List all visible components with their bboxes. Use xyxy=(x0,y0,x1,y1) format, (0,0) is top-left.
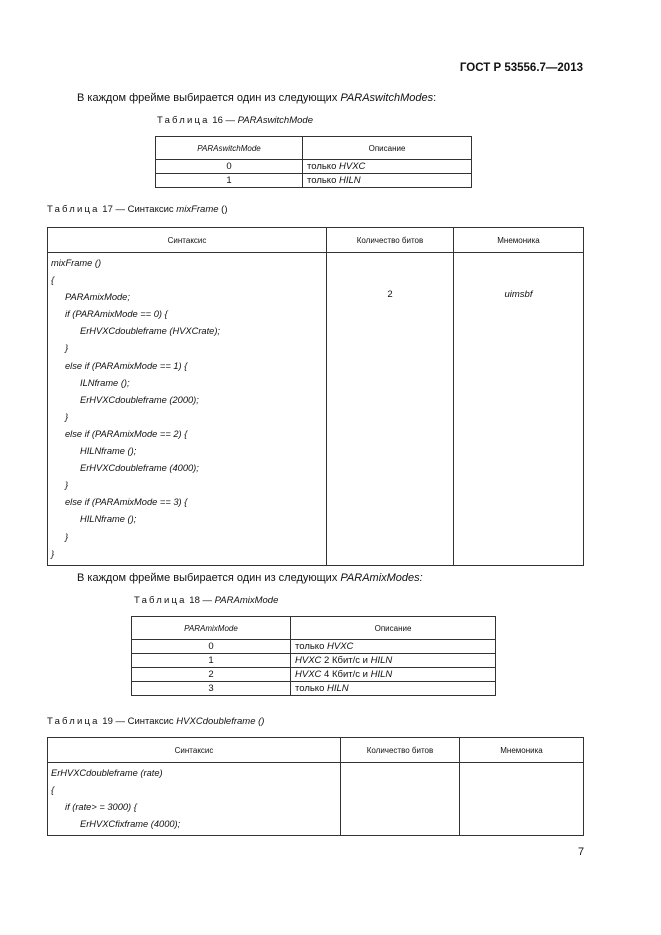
code-line: PARAmixMode; xyxy=(65,292,130,303)
table-row xyxy=(132,682,496,696)
code-line: HILNframe (); xyxy=(80,514,137,525)
code-line: mixFrame () xyxy=(51,258,102,268)
code-line: else if (PARAmixMode == 2) { xyxy=(65,428,188,439)
table-row xyxy=(132,640,496,654)
table17-header-bits: Количество битов xyxy=(327,228,454,253)
code-line: ErHVXCdoubleframe (4000); xyxy=(80,463,199,474)
table16 xyxy=(155,136,472,188)
table-row xyxy=(156,174,472,188)
table-row xyxy=(156,160,472,174)
mnemonic-empty xyxy=(460,763,584,836)
mode-value: 0 xyxy=(156,160,303,174)
intro-paragraph-1: В каждом фрейме выбирается один из следующих PARAswitchModes: xyxy=(77,92,437,104)
mode-description: только HVXC xyxy=(303,160,472,174)
code-line: else if (PARAmixMode == 3) { xyxy=(65,497,188,508)
table19-header-syntax: Синтаксис xyxy=(48,738,341,763)
mode-description: HVXC 2 Кбит/с и HILN xyxy=(291,654,496,668)
mode-value: 3 xyxy=(132,682,291,696)
code-line: if (rate> = 3000) { xyxy=(65,802,137,813)
code-line: { xyxy=(51,785,55,796)
code-line: } xyxy=(65,531,69,542)
mode-value: 1 xyxy=(132,654,291,668)
table17-caption: Таблица 17 — Синтаксис mixFrame () xyxy=(47,204,228,215)
code-line: HILNframe (); xyxy=(80,446,137,457)
intro-paragraph-2: В каждом фрейме выбирается один из следующих PARAmixModes: xyxy=(77,572,423,584)
code-line: ILNframe (); xyxy=(80,377,130,388)
code-line: } xyxy=(51,548,55,559)
table16-header-mode: PARAswitchMode xyxy=(156,137,303,160)
table19-header-mnemonic: Мнемоника xyxy=(460,738,584,763)
code-line: } xyxy=(65,411,69,422)
table-row xyxy=(48,763,584,836)
table19-caption: Таблица 19 — Синтаксис HVXCdoubleframe () xyxy=(47,716,265,727)
table18-caption: Таблица 18 — PARAmixMode xyxy=(134,595,279,606)
syntax-code xyxy=(48,763,341,836)
code-line: ErHVXCdoubleframe (HVXCrate); xyxy=(80,326,221,337)
code-line: { xyxy=(51,275,55,286)
mode-value: 1 xyxy=(156,174,303,188)
mode-value: 2 xyxy=(132,668,291,682)
mnemonic-value: uimsbf xyxy=(454,253,584,566)
table-row xyxy=(48,253,584,566)
code-line: if (PARAmixMode == 0) { xyxy=(65,309,168,320)
bits-value: 2 xyxy=(327,253,454,566)
mode-description: только HVXC xyxy=(291,640,496,654)
table-row xyxy=(132,668,496,682)
table-row xyxy=(132,654,496,668)
syntax-code xyxy=(48,253,327,566)
code-line: ErHVXCdoubleframe (rate) xyxy=(51,768,163,778)
code-line: } xyxy=(65,343,69,354)
table16-header-description: Описание xyxy=(303,137,472,160)
page-number: 7 xyxy=(578,846,585,858)
table19-header-bits: Количество битов xyxy=(341,738,460,763)
table17-header-syntax: Синтаксис xyxy=(48,228,327,253)
page-header: ГОСТ Р 53556.7—2013 xyxy=(459,62,583,74)
table18-header-mode: PARAmixMode xyxy=(132,617,291,640)
table19 xyxy=(47,737,584,836)
mode-description: только HILN xyxy=(291,682,496,696)
table17 xyxy=(47,227,584,566)
mode-value: 0 xyxy=(132,640,291,654)
code-line: ErHVXCfixframe (4000); xyxy=(80,819,181,830)
table16-caption: Таблица 16 — PARAswitchMode xyxy=(157,115,313,126)
code-line: } xyxy=(65,480,69,491)
table18 xyxy=(131,616,496,696)
mode-description: только HILN xyxy=(303,174,472,188)
code-line: ErHVXCdoubleframe (2000); xyxy=(80,394,199,405)
bits-empty xyxy=(341,763,460,836)
table17-header-mnemonic: Мнемоника xyxy=(454,228,584,253)
table18-header-description: Описание xyxy=(291,617,496,640)
mode-description: HVXC 4 Кбит/с и HILN xyxy=(291,668,496,682)
code-line: else if (PARAmixMode == 1) { xyxy=(65,360,188,371)
